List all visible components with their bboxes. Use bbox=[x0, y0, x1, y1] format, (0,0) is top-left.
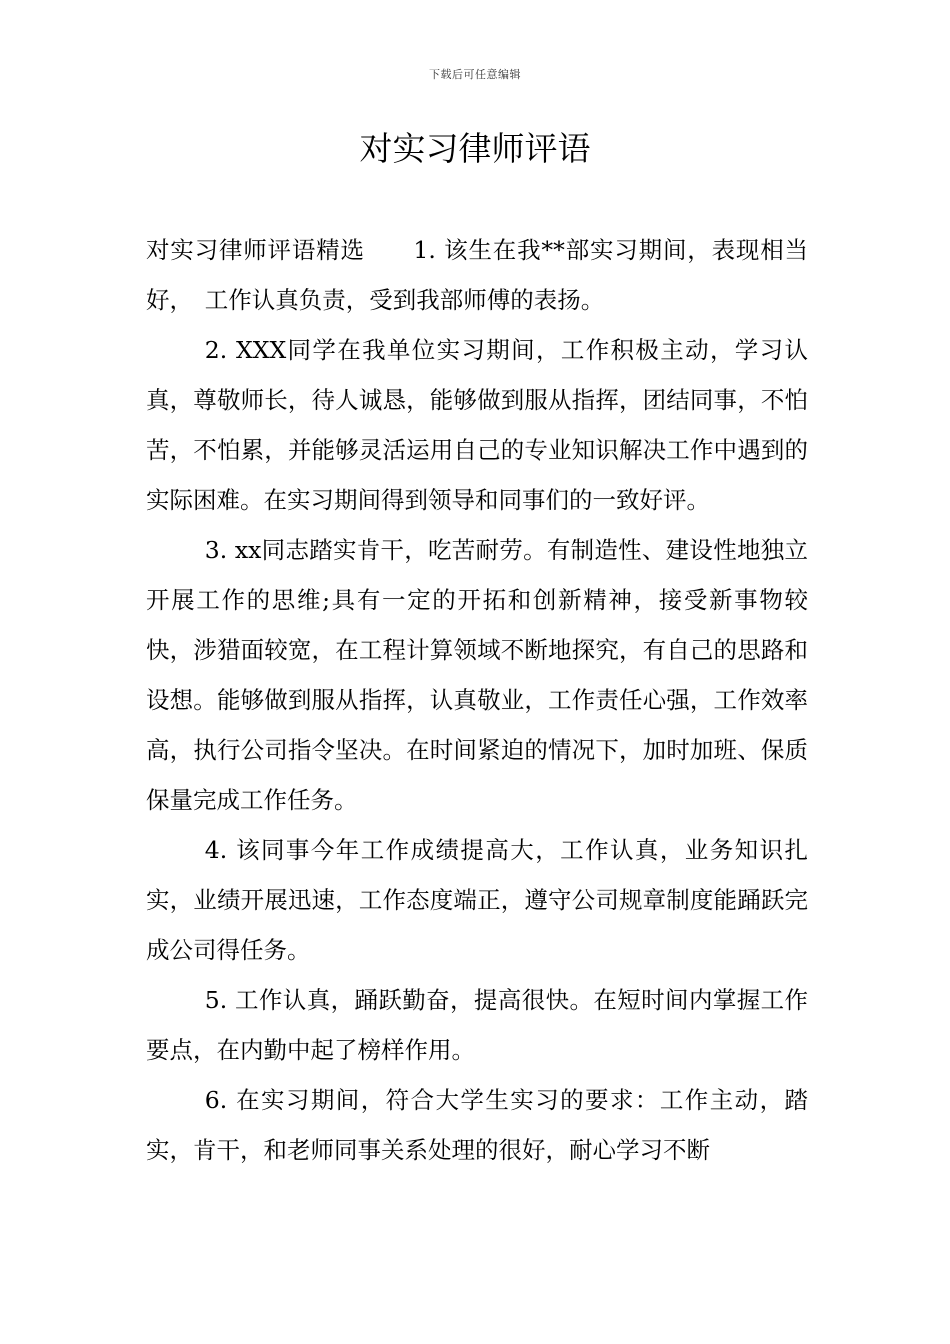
paragraph-intro: 对实习律师评语精选 1. 该生在我**部实习期间，表现相当好， 工作认真负责，受到我部师傅的表扬。 bbox=[146, 236, 808, 314]
document-title: 对实习律师评语 bbox=[359, 129, 591, 168]
paragraph-item-4: 4. 该同事今年工作成绩提高大，工作认真，业务知识扎实，业绩开展迅速，工作态度端正，遵守公司规章制度能踊跃完成公司得任务。 bbox=[146, 836, 808, 964]
paragraph-item-2: 2. XXX同学在我单位实习期间，工作积极主动，学习认真，尊敬师长，待人诚恳，能够做到服从指挥，团结同事，不怕苦，不怕累，并能够灵活运用自己的专业知识解决工作中遇到的实际困难。在实习期间得到领导和同事们的一致好评。 bbox=[146, 336, 808, 514]
document-body bbox=[146, 225, 808, 1175]
header-note: 下载后可任意编辑 bbox=[429, 68, 521, 81]
paragraph-item-3: 3. xx同志踏实肯干，吃苦耐劳。有制造性、建设性地独立开展工作的思维;具有一定的开拓和创新精神，接受新事物较快，涉猎面较宽，在工程计算领域不断地探究，有自己的思路和设想。能够做到服从指挥，认真敬业，工作责任心强，工作效率高，执行公司指令坚决。在时间紧迫的情况下，加时加班、保质保量完成工作任务。 bbox=[146, 536, 808, 814]
paragraph-item-5: 5. 工作认真，踊跃勤奋，提高很快。在短时间内掌握工作要点，在内勤中起了榜样作用。 bbox=[146, 986, 808, 1064]
paragraph-item-6: 6. 在实习期间，符合大学生实习的要求：工作主动，踏实，肯干，和老师同事关系处理的很好，耐心学习不断 bbox=[146, 1086, 808, 1164]
